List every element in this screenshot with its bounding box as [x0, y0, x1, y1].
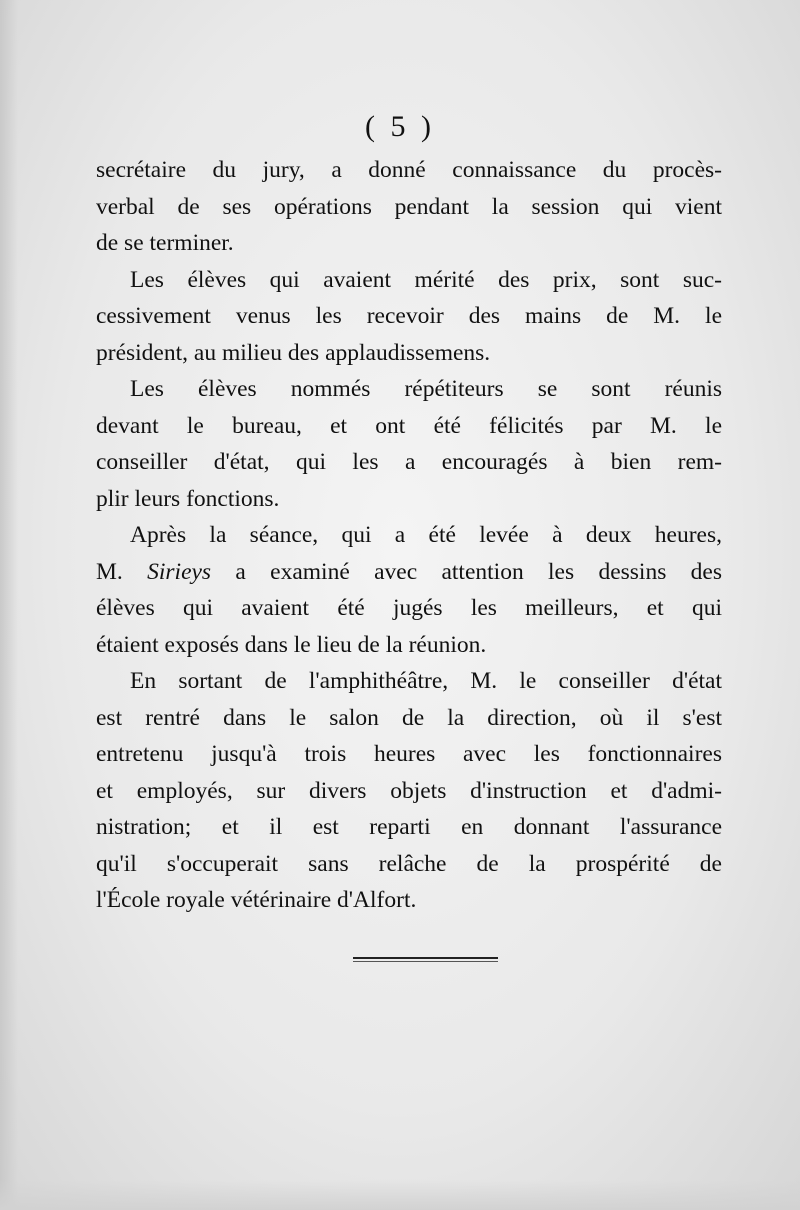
- page-number: ( 5 ): [365, 110, 435, 143]
- paragraph-first-line: Après la séance, qui a été levée à deux heures,: [130, 522, 722, 548]
- page-bottom-shadow: [0, 1180, 800, 1210]
- text-line: président, au milieu des applaudissemens.: [96, 339, 491, 366]
- paragraph-first-line: Les élèves nommés répétiteurs se sont réunis: [130, 376, 722, 402]
- page-edge-shadow: [0, 0, 18, 1210]
- text-line: est rentré dans le salon de la direction, où il s'est: [96, 704, 722, 731]
- person-name-italic: Sirieys: [147, 558, 212, 585]
- paragraph-first-line: En sortant de l'amphithéâtre, M. le conseiller d'état: [130, 668, 722, 694]
- body-text: [96, 152, 722, 919]
- text-line: de se terminer.: [96, 230, 234, 256]
- text-line: et employés, sur divers objets d'instruction et d'admi-: [96, 777, 722, 804]
- text-line-prefix: M.: [96, 558, 148, 585]
- text-line-suffix: a examiné avec attention les dessins des: [211, 558, 722, 585]
- text-line: l'École royale vétérinaire d'Alfort.: [96, 887, 417, 913]
- paragraph-first-line: Les élèves qui avaient mérité des prix, sont suc-: [130, 266, 722, 293]
- text-line: verbal de ses opérations pendant la session qui vient: [96, 193, 722, 220]
- text-line: étaient exposés dans le lieu de la réunion.: [96, 631, 487, 658]
- closing-rule: [353, 957, 498, 959]
- text-line: plir leurs fonctions.: [96, 485, 280, 512]
- text-line: devant le bureau, et ont été félicités par M. le: [96, 412, 722, 439]
- text-line: élèves qui avaient été jugés les meilleurs, et qui: [96, 595, 722, 621]
- text-line: [96, 554, 722, 591]
- text-line: entretenu jusqu'à trois heures avec les fonctionnaires: [96, 741, 722, 767]
- text-line: conseiller d'état, qui les a encouragés à bien rem-: [96, 449, 722, 475]
- text-line: cessivement venus les recevoir des mains de M. le: [96, 303, 722, 329]
- text-line: secrétaire du jury, a donné connaissance du procès-: [96, 157, 722, 183]
- text-line: nistration; et il est reparti en donnant l'assurance: [96, 814, 722, 840]
- text-line: qu'il s'occuperait sans relâche de la prospérité de: [96, 850, 722, 877]
